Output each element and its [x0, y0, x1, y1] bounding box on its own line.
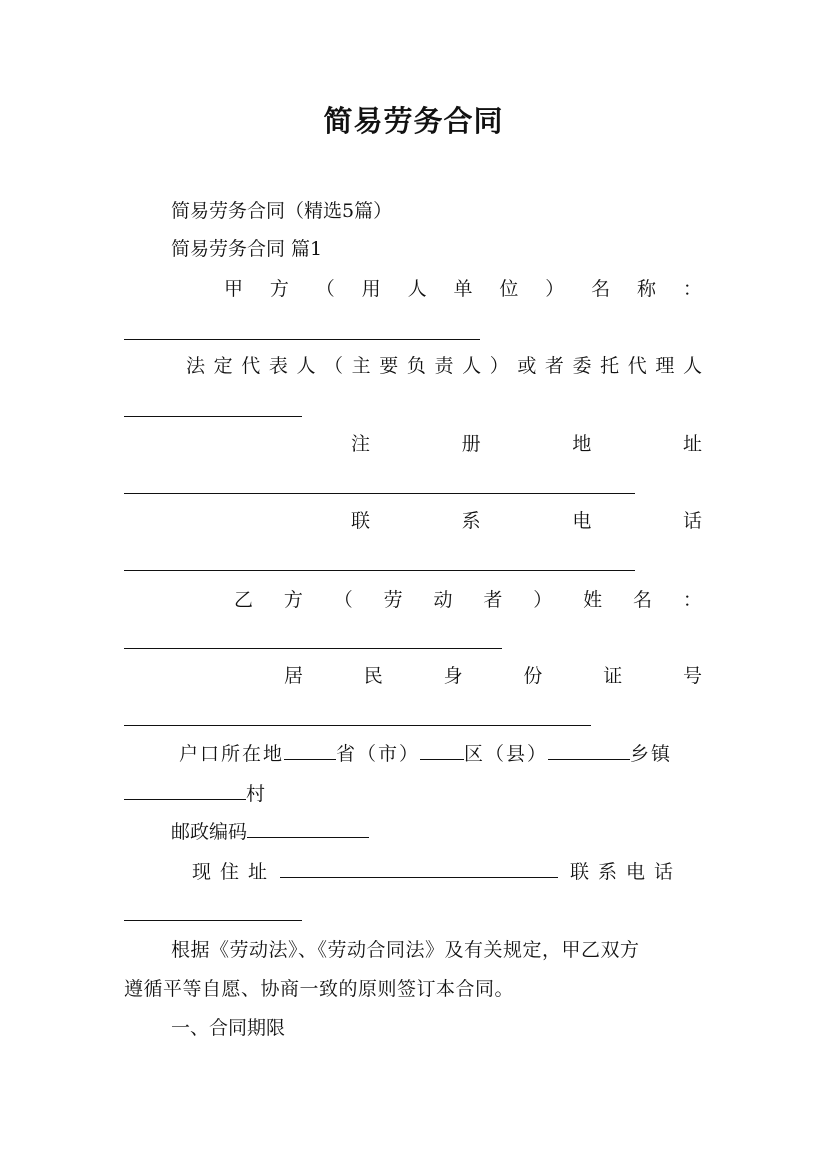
township-label: 乡镇	[630, 743, 673, 765]
postal-label: 邮政编码	[171, 821, 248, 843]
label-char: 话	[682, 510, 702, 532]
district-label: 区（县）	[464, 743, 549, 765]
label-char: 动	[433, 589, 453, 611]
label-char: （	[333, 589, 353, 611]
province-blank	[284, 742, 336, 760]
current-address-line	[124, 860, 702, 884]
id-number-blank	[124, 725, 591, 726]
label-char: 托	[600, 355, 620, 377]
label-char: 要	[379, 355, 399, 377]
label-char: 法	[186, 355, 206, 377]
contact-phone-2-blank	[124, 920, 302, 921]
current-address-label: 现住址	[192, 861, 277, 883]
postal-line	[124, 820, 749, 844]
legal-rep-blank	[124, 416, 302, 417]
contact-phone-2-label: 联系电话	[570, 861, 683, 883]
subtitle: 简易劳务合同（精选5篇）	[171, 200, 393, 222]
label-char: 地	[572, 433, 592, 455]
label-char: 人	[407, 278, 427, 300]
label-char: 居	[284, 665, 304, 687]
village-line	[124, 782, 702, 806]
label-char: 位	[499, 278, 519, 300]
label-char: 人	[682, 355, 702, 377]
label-char: 名	[591, 278, 611, 300]
label-char: 民	[363, 665, 383, 687]
hukou-label: 户口所在地	[179, 743, 285, 765]
label-char: 证	[603, 665, 623, 687]
label-char: 负	[406, 355, 426, 377]
label-char: 注	[351, 433, 371, 455]
village-blank	[124, 782, 246, 800]
label-char: 称	[637, 278, 657, 300]
label-char: 方	[283, 589, 303, 611]
current-address-blank	[280, 860, 558, 878]
label-char: 主	[351, 355, 371, 377]
label-char: 乙	[234, 589, 254, 611]
basis-line-2: 遵循平等自愿、协商一致的原则签订本合同。	[124, 978, 515, 1000]
section-heading-1: 一、合同期限	[171, 1017, 286, 1039]
contact-phone-blank	[124, 570, 635, 571]
label-char: 单	[453, 278, 473, 300]
village-label: 村	[246, 783, 266, 805]
label-char: 理	[655, 355, 675, 377]
label-char: 联	[351, 510, 371, 532]
label-char: 方	[269, 278, 289, 300]
contact-phone-label	[124, 509, 702, 533]
label-char: 甲	[224, 278, 244, 300]
party-b-name-blank	[124, 648, 502, 649]
part-heading: 简易劳务合同 篇1	[171, 238, 323, 260]
label-char: 电	[572, 510, 592, 532]
label-char: 名	[633, 589, 653, 611]
label-char: 或	[517, 355, 537, 377]
reg-address-label	[124, 432, 702, 456]
label-char: 人	[462, 355, 482, 377]
label-char: 用	[361, 278, 381, 300]
label-char: 身	[443, 665, 463, 687]
label-char: 责	[434, 355, 454, 377]
document-title: 简易劳务合同	[323, 104, 504, 138]
label-char: 者	[544, 355, 564, 377]
label-char: 定	[213, 355, 233, 377]
hukou-line	[124, 742, 702, 766]
label-char: ）	[489, 355, 509, 377]
party-b-name-label	[124, 588, 702, 612]
label-char: 址	[682, 433, 702, 455]
label-char: 表	[268, 355, 288, 377]
party-a-name-blank	[124, 339, 480, 340]
label-char: 人	[296, 355, 316, 377]
label-char: 姓	[583, 589, 603, 611]
district-blank	[420, 742, 464, 760]
postal-blank	[247, 820, 369, 838]
label-char: ）	[545, 278, 565, 300]
label-char: ）	[533, 589, 553, 611]
label-char: 系	[461, 510, 481, 532]
basis-line-1: 根据《劳动法》、《劳动合同法》及有关规定，甲乙双方	[171, 939, 640, 961]
township-blank	[548, 742, 630, 760]
label-char: 代	[627, 355, 647, 377]
label-char: 号	[682, 665, 702, 687]
label-char: ：	[682, 278, 702, 300]
label-char: 委	[572, 355, 592, 377]
party-a-name-label	[124, 277, 702, 301]
label-char: 册	[461, 433, 481, 455]
label-char: 劳	[383, 589, 403, 611]
reg-address-blank	[124, 493, 635, 494]
legal-rep-label	[124, 354, 702, 378]
label-char: ：	[682, 589, 702, 611]
label-char: 者	[483, 589, 503, 611]
label-char: 代	[241, 355, 261, 377]
id-number-label	[124, 664, 702, 688]
label-char: 份	[523, 665, 543, 687]
province-label: 省（市）	[336, 743, 421, 765]
label-char: （	[315, 278, 335, 300]
label-char: （	[324, 355, 344, 377]
